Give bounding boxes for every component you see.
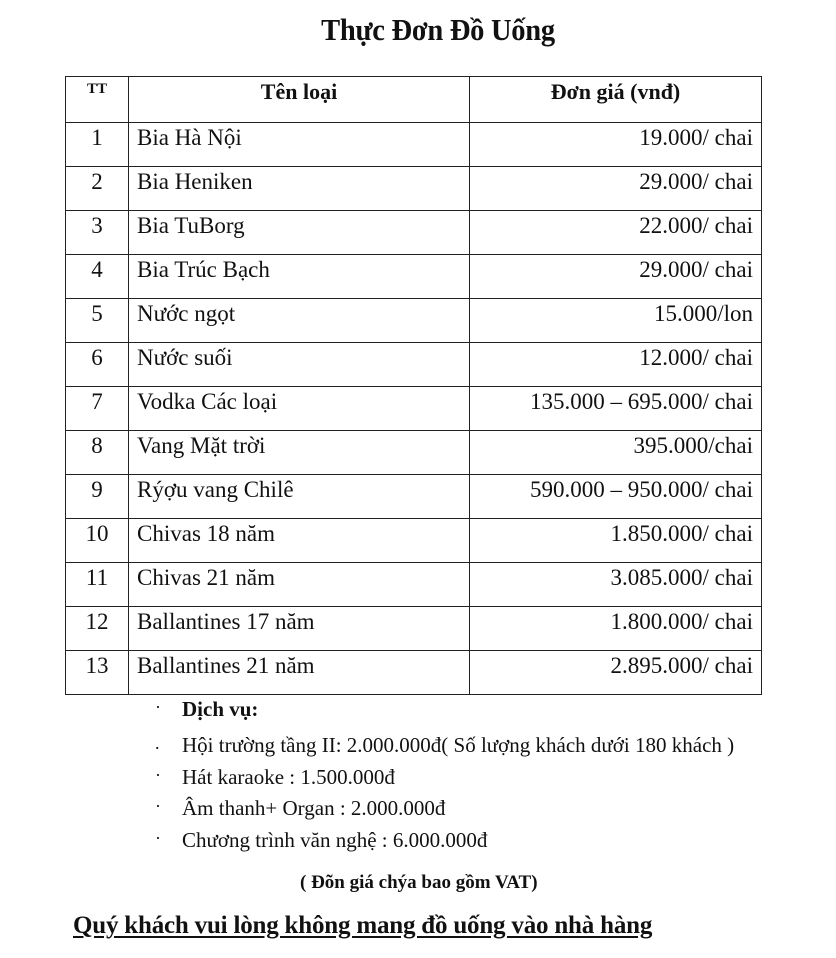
- table-header-row: [66, 77, 762, 123]
- drink-name: Chivas 21 năm: [129, 563, 470, 607]
- bullet-icon: ·: [155, 764, 161, 785]
- services-heading: Dịch vụ:: [182, 697, 259, 721]
- drink-price: 3.085.000/ chai: [470, 563, 762, 607]
- drink-name: Bia Heniken: [129, 167, 470, 211]
- row-number: 5: [66, 299, 129, 343]
- drink-name: Vodka Các loại: [129, 387, 470, 431]
- service-text: Âm thanh+ Organ : 2.000.000đ: [182, 796, 446, 820]
- drink-name: Ballantines 17 năm: [129, 607, 470, 651]
- service-item: [150, 765, 810, 797]
- table-row: [66, 255, 762, 299]
- services-heading-row: [150, 697, 810, 733]
- service-text: Hát karaoke : 1.500.000đ: [182, 764, 395, 789]
- bullet-icon: ·: [155, 697, 161, 717]
- no-outside-drinks-notice: Quý khách vui lòng không mang đồ uống vào nhà hàng: [73, 912, 653, 939]
- drink-name: Chivas 18 năm: [129, 519, 470, 563]
- service-item: [150, 733, 810, 765]
- row-number: 13: [66, 651, 129, 695]
- drink-price: 29.000/ chai: [470, 255, 762, 299]
- drink-price: 29.000/ chai: [470, 167, 762, 211]
- table-row: [66, 475, 762, 519]
- drink-price: 1.850.000/ chai: [470, 519, 762, 563]
- services-section: [150, 697, 810, 859]
- drink-name: Bia Hà Nội: [129, 123, 470, 167]
- drink-price: 135.000 – 695.000/ chai: [470, 387, 762, 431]
- table-row: [66, 123, 762, 167]
- table-row: [66, 607, 762, 651]
- table-row: [66, 519, 762, 563]
- bullet-icon: ·: [155, 796, 161, 816]
- row-number: 12: [66, 607, 129, 651]
- table-row: [66, 563, 762, 607]
- drink-price: 2.895.000/ chai: [470, 651, 762, 695]
- header-name: Tên loại: [129, 77, 470, 123]
- drinks-menu-table: [65, 76, 762, 695]
- drink-name: Vang Mặt trời: [129, 431, 470, 475]
- service-text: Chương trình văn nghệ : 6.000.000đ: [182, 827, 488, 852]
- drink-price: 15.000/lon: [470, 299, 762, 343]
- drink-price: 19.000/ chai: [470, 123, 762, 167]
- service-item: [150, 796, 810, 828]
- header-tt: TT: [66, 77, 129, 123]
- row-number: 7: [66, 387, 129, 431]
- table-row: [66, 299, 762, 343]
- bullet-icon: ·: [155, 827, 161, 848]
- row-number: 8: [66, 431, 129, 475]
- drink-name: Rýợu vang Chilê: [129, 475, 470, 519]
- table-row: [66, 651, 762, 695]
- drink-price: 1.800.000/ chai: [470, 607, 762, 651]
- drink-name: Bia TuBorg: [129, 211, 470, 255]
- page-title: Thực Đơn Đồ Uống: [321, 12, 555, 47]
- table-row: [66, 167, 762, 211]
- drink-name: Nước suối: [129, 343, 470, 387]
- row-number: 11: [66, 563, 129, 607]
- service-text: Hội trường tầng II: 2.000.000đ( Số lượng khách dưới 180 khách ): [182, 733, 735, 757]
- row-number: 1: [66, 123, 129, 167]
- bullet-icon: .: [155, 733, 160, 753]
- table-row: [66, 387, 762, 431]
- row-number: 3: [66, 211, 129, 255]
- drink-price: 22.000/ chai: [470, 211, 762, 255]
- service-item: [150, 828, 810, 860]
- row-number: 4: [66, 255, 129, 299]
- header-price: Đơn giá (vnđ): [470, 77, 762, 123]
- drink-name: Ballantines 21 năm: [129, 651, 470, 695]
- row-number: 9: [66, 475, 129, 519]
- vat-note: ( Đõn giá chýa bao gồm VAT): [300, 872, 538, 893]
- table-row: [66, 211, 762, 255]
- drink-price: 12.000/ chai: [470, 343, 762, 387]
- row-number: 10: [66, 519, 129, 563]
- table-row: [66, 343, 762, 387]
- drink-name: Bia Trúc Bạch: [129, 255, 470, 299]
- drink-price: 395.000/chai: [470, 431, 762, 475]
- row-number: 2: [66, 167, 129, 211]
- drink-price: 590.000 – 950.000/ chai: [470, 475, 762, 519]
- drink-name: Nước ngọt: [129, 299, 470, 343]
- table-row: [66, 431, 762, 475]
- row-number: 6: [66, 343, 129, 387]
